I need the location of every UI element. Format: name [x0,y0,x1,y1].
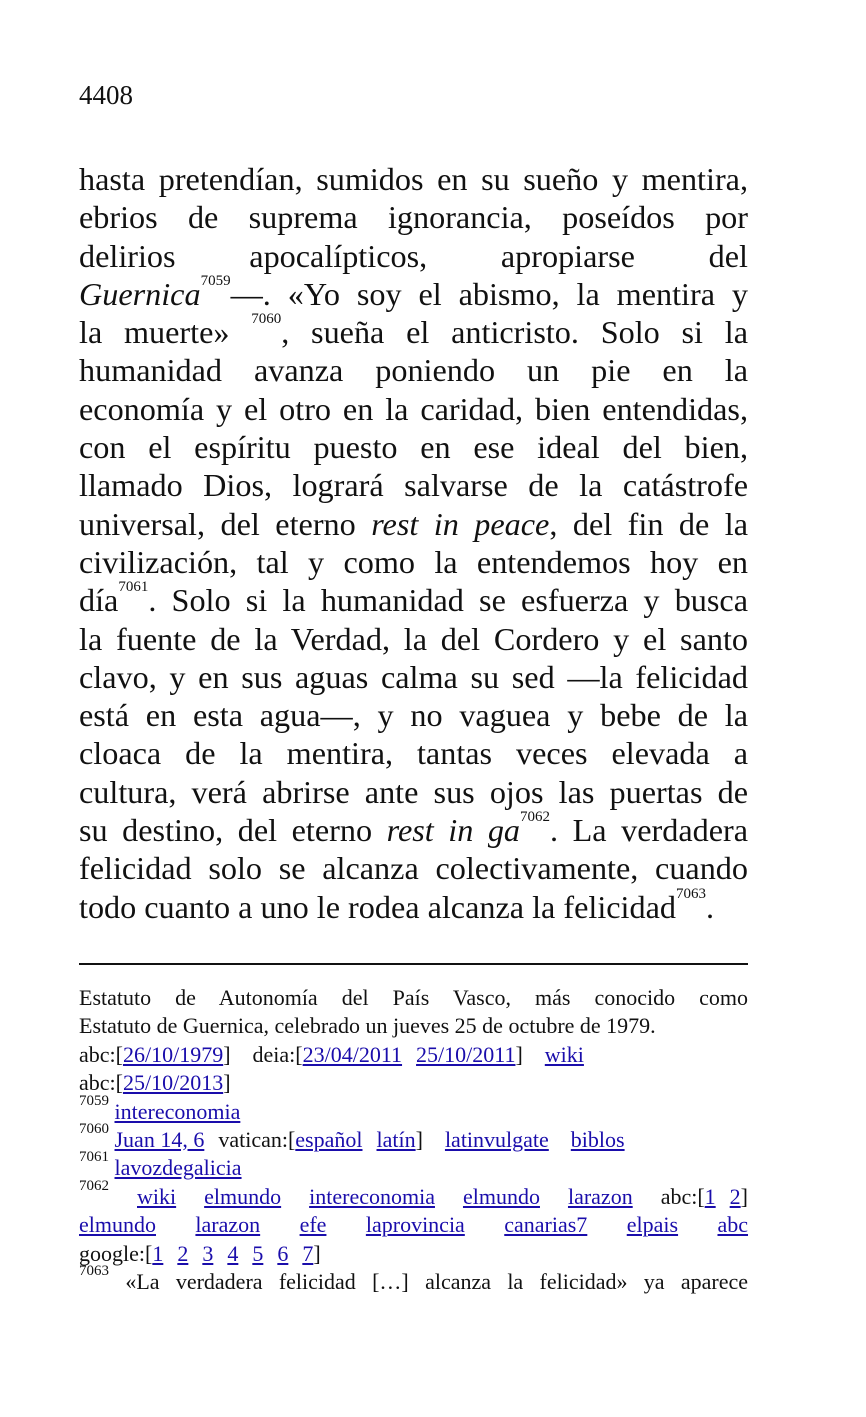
footnote-line: $^{7060}$ Juan 14, 6 vatican:[español latín] latinvulgate biblos [79,1120,625,1152]
footnote-ref: 7059 [200,272,231,289]
body-line: ebrios de suprema ignorancia, poseídos por [79,199,748,236]
footnote-separator [79,963,748,965]
body-line: Guernica$^{7059}$—. «Yo soy el abismo, la mentira y [79,272,748,312]
footnote-line: abc:[25/10/2013] [79,1070,231,1096]
footnote-line [79,1092,748,1126]
footnote-line: $^{7062}$ wiki elmundo intereconomia elmundo larazon abc:[1 2] [79,1177,748,1209]
body-line: universal, del eterno rest in peace, del fin de la [79,505,749,542]
link[interactable]: 23/04/2011 [302,1041,403,1067]
body-line: la fuente de la Verdad, la del Cordero y el santo [79,620,748,657]
footnote-line: google:[1 2 3 4 5 6 7] [79,1240,321,1266]
link[interactable]: lavozdegalicia [114,1155,242,1181]
body-line: con el espíritu puesto en ese ideal del bien, [79,429,748,466]
body-line: felicidad solo se alcanza colectivamente, cuando [79,850,748,887]
footnote-line [79,1149,748,1182]
link[interactable]: latín [376,1126,416,1152]
link[interactable]: 1 [152,1240,164,1266]
body-line: la muerte» $^{7060}$, sueña el anticristo. Solo si la [79,311,748,351]
footnote-ref: 7061 [118,579,149,596]
body-line: civilización, tal y como la entendemos hoy en [79,543,748,580]
body-line: día$^{7061}$. Solo si la humanidad se esfuerza y busca [79,579,748,619]
link[interactable]: 5 [252,1240,264,1266]
italic-title: Guernica [79,275,201,312]
link[interactable]: intereconomia [114,1098,241,1124]
link[interactable]: elmundo [462,1183,540,1209]
link[interactable]: larazon [567,1183,633,1209]
footnote-line: Estatuto de Guernica, celebrado un jueves 25 de octubre de 1979. [79,1013,656,1039]
link[interactable]: elmundo [79,1212,156,1238]
italic-phrase: rest in ga [386,812,521,849]
footnote-line: $^{7063}$ «La verdadera felicidad […] alcanza la felicidad» ya aparece [79,1262,748,1294]
main-text [79,160,748,926]
footnote-number: 7060 [79,1120,109,1137]
link[interactable]: intereconomia [309,1183,435,1209]
footnote-ref: 7063 [675,885,706,902]
footnote-line: abc:[26/10/1979] deia:[23/04/2011 25/10/2011] wiki [79,1041,584,1067]
body-line: cloaca de la mentira, tantas veces elevada a [79,735,748,772]
link[interactable]: 25/10/2013 [122,1070,224,1096]
link[interactable]: 4 [227,1240,239,1266]
link[interactable]: latinvulgate [444,1126,549,1152]
link[interactable]: 2 [729,1183,741,1209]
body-line: llamado Dios, logrará salvarse de la catástrofe [79,467,748,504]
footnote-ref: 7060 [251,311,282,328]
link[interactable]: español [295,1126,363,1152]
link[interactable]: biblos [570,1126,625,1152]
body-line: está en esta agua—, y no vaguea y bebe de la [79,697,748,734]
link[interactable]: larazon [195,1212,261,1238]
link[interactable]: elmundo [204,1183,282,1209]
body-line: clavo, y en sus aguas calma su sed —la felicidad [79,658,748,695]
link[interactable]: canarias7 [504,1212,588,1238]
body-line: su destino, del eterno rest in ga$^{7062}$. La verdadera [79,809,748,849]
link[interactable]: 1 [704,1183,716,1209]
footnotes [79,984,748,1296]
footnote-line: Estatuto de Autonomía del País Vasco, más conocido como [79,985,748,1010]
link[interactable]: efe [299,1212,327,1238]
link[interactable]: 25/10/2011 [416,1041,516,1067]
footnote-number: 7063 [79,1262,109,1279]
body-line: todo cuanto a uno le rodea alcanza la felicidad$^{7063}$. [79,885,715,925]
link[interactable]: laprovincia [365,1212,465,1238]
link[interactable]: 7 [302,1240,314,1266]
link[interactable]: 3 [202,1240,214,1266]
body-line: humanidad avanza poniendo un pie en la [79,352,748,389]
link[interactable]: 26/10/1979 [122,1041,224,1067]
footnote-number: 7062 [79,1177,109,1194]
footnote-number: 7061 [79,1149,109,1166]
link[interactable]: abc [717,1212,749,1238]
link[interactable]: Juan 14, 6 [114,1126,205,1152]
link[interactable]: wiki [137,1183,177,1209]
body-line: cultura, verá abrirse ante sus ojos las puertas de [79,773,748,810]
footnote-ref: 7062 [520,809,551,826]
body-line: hasta pretendían, sumidos en su sueño y mentira, [79,161,748,197]
link[interactable]: 2 [177,1240,189,1266]
link[interactable]: 6 [277,1240,289,1266]
footnote-number: 7059 [79,1092,109,1109]
body-line: economía y el otro en la caridad, bien entendidas, [79,390,748,427]
page-number: 4408 [79,80,133,110]
link[interactable]: elpais [626,1212,679,1238]
footnote-line [79,1211,748,1239]
link[interactable]: wiki [544,1041,584,1067]
body-line: delirios apocalípticos, apropiarse del [79,237,748,274]
italic-phrase: rest in peace [371,505,550,542]
